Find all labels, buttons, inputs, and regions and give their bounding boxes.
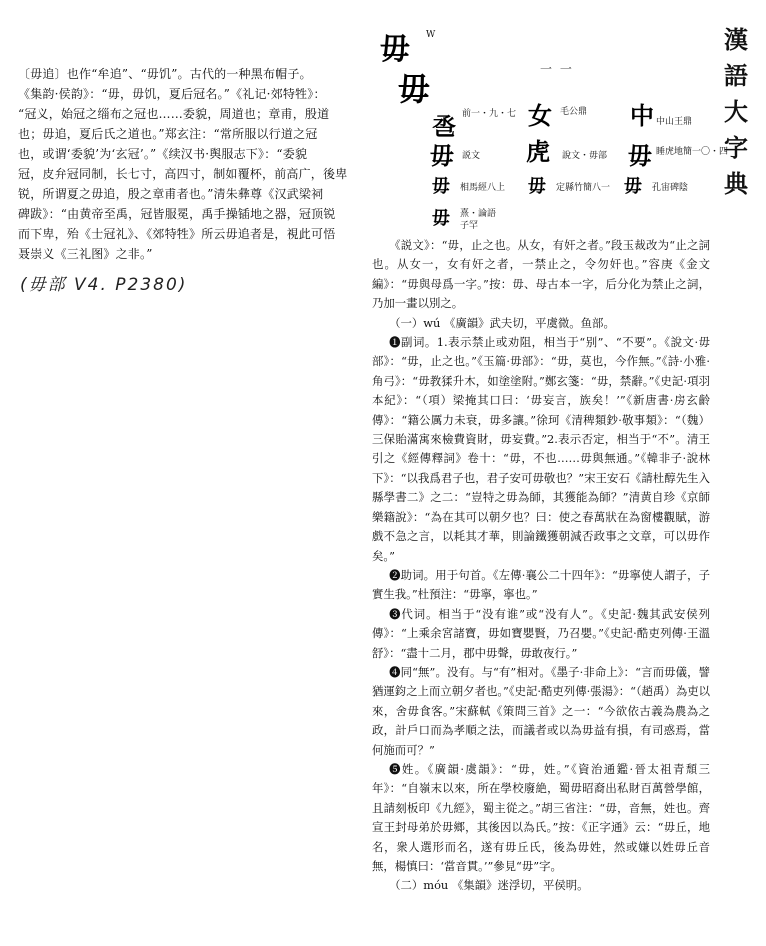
title-char: 語: [724, 61, 748, 90]
entry-paragraph: （二）móu 《集韻》迷浮切，平侯明。: [389, 878, 589, 893]
entry-paragraph: ❹同“無”。没有。与“有”相对。《墨子·非命上》：“言而毋儀，譬猶運鈞之上而立朝夕者也。”《史記·酷吏列傳·張湯》：“（趙禹）為吏以來，舍毋食客。”宋蘇軾《策問三首》之一：“今欲依古義為農為之政，計戶口而為孝順之法，而議者或以為毋益有損，有司惑焉，當何施而可？”: [372, 664, 710, 757]
ancient-form-glyph: 毋: [528, 176, 546, 197]
clipping-text: [18, 64, 358, 264]
title-char: 大: [724, 97, 748, 126]
ancient-form-source: 説文: [462, 151, 481, 161]
ancient-form-source: 定縣竹簡八一: [556, 183, 611, 193]
ancient-form-source: 相馬經八上: [460, 183, 506, 193]
ancient-form-source: 說文・毋部: [562, 151, 608, 161]
entry-paragraph: ❶副词。1.表示禁止或劝阻，相当于“别”、“不要”。《說文·毋部》：“毋，止之也。”《玉篇·毋部》：“毋，莫也，今作無。”《詩·小雅·角弓》：“毋教猱升木，如塗塗附。”鄭玄箋：“毋，禁辭。”《史記·項羽本紀》：“（項）梁掩其口曰：‘毋妄言，族矣！’”《新唐書·房玄齡傳》：“籍公厲力未衰，毋多讓。”徐珂《清稗類鈔·敬事類》：“（魏）三保貽滿寓來檢費資財，毋妄費。”2.表示否定，相当于“不”。清王引之《經傳釋詞》卷十：“毋，不也……毋與無通。”《韓非子·說林下》：“以我爲君子也，君子安可毋敬也？”宋王安石《請杜醇先生入縣學書二》之二：“豈特之毋為師，其獲能為師？”清黄自珍《京師樂籍說》：“為在其可以朝夕也？曰：使之春萬狀在為窗樓觀賦，游戲不急之言，以耗其才華，則論鐵獲朝減否政事之文章，可以毋作矣。”: [372, 335, 710, 563]
ancient-form-source: 睡虎地簡一〇・四: [656, 147, 729, 157]
ancient-form-source: 毛公鼎: [560, 107, 588, 117]
clipping-line: 〔毋追〕也作“牟追”、“毋饥”。古代的一种黑布帽子。: [18, 67, 312, 81]
entry-paragraph: （一）wú 《廣韻》武夫切，平虞微。鱼部。: [389, 315, 615, 330]
ancient-form-glyph: 中: [630, 101, 654, 130]
clipping-line: 碑跋》：“由黄帝至禹，冠皆服冕，禹手操锸地之器，冠顶锐: [18, 207, 336, 221]
clipping-line: 《集韵·侯韵》：“毋，毋饥，夏后冠名。”《礼记·郊特牲》：: [18, 87, 326, 101]
clipping-line: “冠义，始冠之缁布之冠也……委貌，周道也；章甫，殷道: [18, 107, 330, 121]
dictionary-title: [720, 22, 752, 202]
ancient-form-source: 孔宙碑陰: [652, 183, 689, 193]
headword-char: 毋: [380, 32, 410, 67]
headword-char-variant: 毋: [398, 70, 431, 108]
ancient-form-source: 熹・論語: [460, 209, 497, 219]
ancient-form-source: 中山王鼎: [656, 117, 693, 127]
entry-paragraph: ❷助词。用于句首。《左傳·襄公二十四年》：“毋寧使人謂子，子實生我。”杜預注：“毋寧，寧也。”: [372, 567, 710, 602]
ancient-form-glyph: 毋: [430, 141, 454, 170]
ancient-form-glyph: 𢀷: [432, 112, 456, 141]
clipping-line: 冠，皮弁冠同制，长七寸，高四寸，制如覆杯，前高广，後卑: [18, 167, 348, 181]
clipping-line: 也，或谓‘委貌’为‘玄冠’。”《续汉书·舆服志下》：“委貌: [18, 147, 308, 161]
ancient-form-glyph: 毋: [432, 176, 450, 197]
clipping-line: 而下卑，殆《士冠礼》、《郊特牲》所云毋追者是，視此可悟: [18, 227, 336, 241]
ancient-form-glyph: 毋: [624, 176, 642, 197]
title-char: 字: [724, 133, 748, 162]
entry-paragraph: ❸代词。相当于“没有谁”或“没有人”。《史記·魏其武安侯列傳》：“上乘余宮諸寶，毋如寶嬰賢，乃召嬰。”《史記·酷吏列傳·王溫舒》：“盡十二月，郡中毋聲，毋敢夜行。”: [372, 606, 710, 660]
headword-superscript: W: [426, 30, 436, 40]
handwritten-reference: (毋部 V4. P2380): [20, 275, 188, 295]
title-char: 漢: [724, 25, 748, 54]
header-dash: 一 一: [540, 62, 574, 76]
ancient-form-glyph: 毋: [432, 208, 450, 229]
ancient-form-source: 子罕: [460, 221, 479, 231]
ancient-form-glyph: 虎: [526, 137, 550, 166]
ancient-form-source: 前一・九・七: [462, 109, 517, 119]
title-char: 典: [724, 169, 748, 198]
entry-paragraph: 《説文》：“毋，止之也。从女，有奸之者。”段玉裁改为“止之詞也。从女一，女有奸之者，一禁止之，令勿奸也。”容庚《金文編》：“毋與母爲一字。”按：毋、母古本一字，后分化为禁止之詞，乃加一畫以別之。: [372, 238, 710, 311]
entry-paragraph: ❺姓。《廣韻·虞韻》：“毋，姓。”《資治通鑑·晉太祖青頹三年》：“自嶺末以來，所在學校廢絶，蜀毋昭裔出私財百萬營學館，且請刻板印《九經》，蜀主從之。”胡三省注：“毋，音無，姓也。齊宣王封母弟於毋鄉，其後因以為氏。”按：《正字通》云：“毋丘，地名，衆人選形而名，遂有毋丘氏，後為毋姓，然或嫌以姓毋丘音無，楊慎曰：‘當音貫。’”參見“毋”字。: [372, 761, 710, 873]
clipping-line: 锐，所谓夏之毋追，殷之章甫者也。”清朱彝尊《汉武梁祠: [18, 187, 324, 201]
ancient-form-glyph: 女: [528, 101, 552, 130]
ancient-form-glyph: 毋: [628, 141, 652, 170]
clipping-line: 聂崇义《三礼图》之非。”: [18, 247, 153, 261]
clipping-line: 也；毋追，夏后氏之道也。”郑玄注：“常所服以行道之冠: [18, 127, 318, 141]
entry-body: [372, 236, 710, 896]
